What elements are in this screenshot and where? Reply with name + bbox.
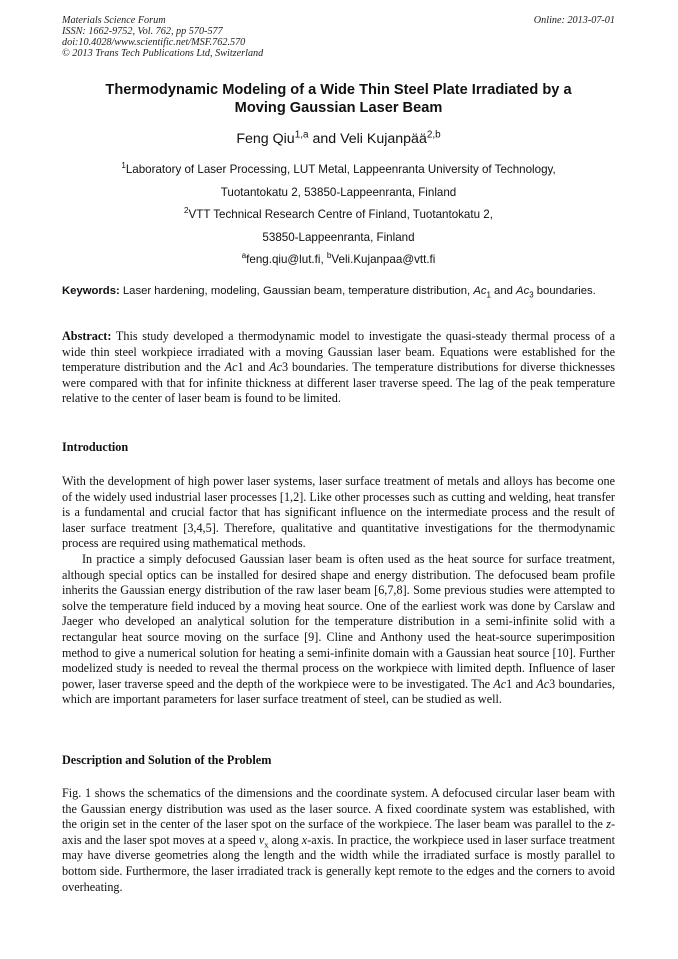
email-b: Veli.Kujanpaa@vtt.fi <box>331 253 436 267</box>
affiliation-1-text: Laboratory of Laser Processing, LUT Metal, Lappeenranta University of Technology, <box>125 163 556 176</box>
problem-body <box>62 786 615 895</box>
keywords-tail: boundaries. <box>533 285 596 297</box>
keywords-sub-1: 1 <box>486 290 491 300</box>
title-line-1: Thermodynamic Modeling of a Wide Thin Steel Plate Irradiated by a <box>105 82 572 98</box>
abstract-text-2: 1 and <box>237 360 270 375</box>
keywords-text: Laser hardening, modeling, Gaussian beam, temperature distribution, <box>119 285 474 297</box>
intro-p2-text-2: 1 and <box>506 676 537 691</box>
keywords-label: Keywords: <box>62 285 120 297</box>
email-b-sup: b <box>326 251 332 261</box>
abstract-ac-1: Ac <box>224 360 238 375</box>
problem-z: z <box>606 817 611 832</box>
introduction-heading: Introduction <box>62 440 129 454</box>
author-2: Veli Kujanpää <box>340 131 427 147</box>
intro-ac-3: Ac <box>536 676 550 691</box>
issn-line: ISSN: 1662-9752, Vol. 762, pp 570-577 <box>62 26 223 37</box>
abstract-text-1: This study developed a thermodynamic model to investigate the quasi-steady thermal process of a wide thin steel workpiece irradiated with a moving Gaussian laser beam. Equations were established for the temperature distribution and the <box>62 329 615 375</box>
affiliation-1-sup: 1 <box>121 161 126 171</box>
affiliations <box>62 159 615 272</box>
intro-ac-1: Ac <box>493 676 507 691</box>
abstract-label: Abstract: <box>62 329 112 343</box>
problem-text-3: along <box>268 832 302 847</box>
problem-paragraph-1 <box>62 786 615 895</box>
online-date: Online: 2013-07-01 <box>533 15 615 26</box>
title-line-2: Moving Gaussian Laser Beam <box>234 100 443 116</box>
problem-text-4: -axis. In practice, the workpiece used in laser surface treatment may have diverse geometries along the length and the width while the irradiated surface is mostly parallel to bottom side. Furthermore, the laser irradiated track is generally kept remote to the edges and the corners to avoid overheating. <box>62 832 616 894</box>
intro-p2-text-1: In practice a simply defocused Gaussian laser beam is often used as the heat source for surface treatment, although special optics can be installed for desired shape and energy distribution. The defocused beam profile inherits the Gaussian energy distribution of the raw laser beam [6,7,8]. Some previous studies were attempted to solve the temperature field induced by a moving heat source. One of the earliest work was done by Carslaw and Jaeger who developed an analytical solution for the temperature distribution in a semi-infinite solid with a rectangular heat source moving on the surface [9]. Cline and Anthony used the heat-source superimposition method to give a numerical solution for heating a semi-infinite domain with a Gaussian heat source [10]. Further modelized study is needed to reveal the thermal process on the workpiece with limited depth. Influence of laser power, laser traverse speed and the depth of the workpiece were to be investigated. The <box>62 551 615 691</box>
abstract <box>62 329 615 407</box>
intro-p2-text-3: 3 boundaries, which are important parameters for laser surface treatment of steel, can be studied as well. <box>62 676 615 707</box>
journal-name: Materials Science Forum <box>62 15 166 26</box>
copyright-line: © 2013 Trans Tech Publications Ltd, Switzerland <box>62 48 264 59</box>
author-1-sup: 1,a <box>294 129 309 141</box>
problem-text-2: -axis and the laser spot moves at a speed <box>62 817 615 847</box>
affiliation-1-line-2: Tuotantokatu 2, 53850-Lappeenranta, Finland <box>220 185 457 199</box>
author-and: and <box>308 131 341 147</box>
author-1: Feng Qiu <box>236 131 295 147</box>
affiliation-2-line-2: 53850-Lappeenranta, Finland <box>262 230 415 244</box>
doi-line: doi:10.4028/www.scientific.net/MSF.762.570 <box>62 37 246 48</box>
keywords-and: and <box>490 285 517 297</box>
keywords <box>62 285 615 299</box>
author-line <box>62 130 615 148</box>
journal-header <box>62 15 615 59</box>
keywords-ac-1: Ac <box>473 285 487 297</box>
introduction-paragraph-1: With the development of high power laser systems, laser surface treatment of metals and alloys has become one of the widely used industrial laser processes [1,2]. Like other processes such as cutting and welding, heat transfer is a fundamental and crucial factor that has significant influence on the intermediate process and the result of laser surface treatment [3,4,5]. Therefore, qualitative and quantitative investigations for the thermodynamic process are required using mathematical methods. <box>62 474 615 551</box>
problem-heading: Description and Solution of the Problem <box>62 753 272 767</box>
affiliation-2-line-1 <box>62 204 615 227</box>
affiliation-1-line-1 <box>62 159 615 182</box>
affiliation-2-sup: 2 <box>184 206 189 216</box>
emails <box>62 249 615 272</box>
email-a: feng.qiu@lut.fi, <box>246 253 327 267</box>
problem-v: v <box>258 832 265 847</box>
problem-x: x <box>301 832 308 847</box>
problem-v-sub: x <box>264 839 269 850</box>
email-a-sup: a <box>241 251 247 261</box>
paper-title <box>62 81 615 117</box>
affiliation-2-text: VTT Technical Research Centre of Finland, Tuotantokatu 2, <box>188 208 493 222</box>
problem-text-1: Fig. 1 shows the schematics of the dimensions and the coordinate system. A defocused circular laser beam with the Gaussian energy distribution was used as the laser source. A fixed coordinate system was established, with the origin set in the center of the laser spot on the surface of the workpiece. The laser beam was parallel to the <box>62 786 615 832</box>
introduction-paragraph-2 <box>62 552 615 708</box>
abstract-text-3: 3 boundaries. The temperature distributions for diverse thicknesses were compared with that for infinite thickness at different laser traverse speed. The lag of the peak temperature relative to the center of laser beam is found to be limited. <box>62 360 615 406</box>
author-2-sup: 2,b <box>426 129 441 141</box>
introduction-body <box>62 474 615 708</box>
keywords-ac-3: Ac <box>516 285 530 297</box>
keywords-sub-3: 3 <box>529 290 534 300</box>
abstract-ac-3: Ac <box>269 360 282 375</box>
